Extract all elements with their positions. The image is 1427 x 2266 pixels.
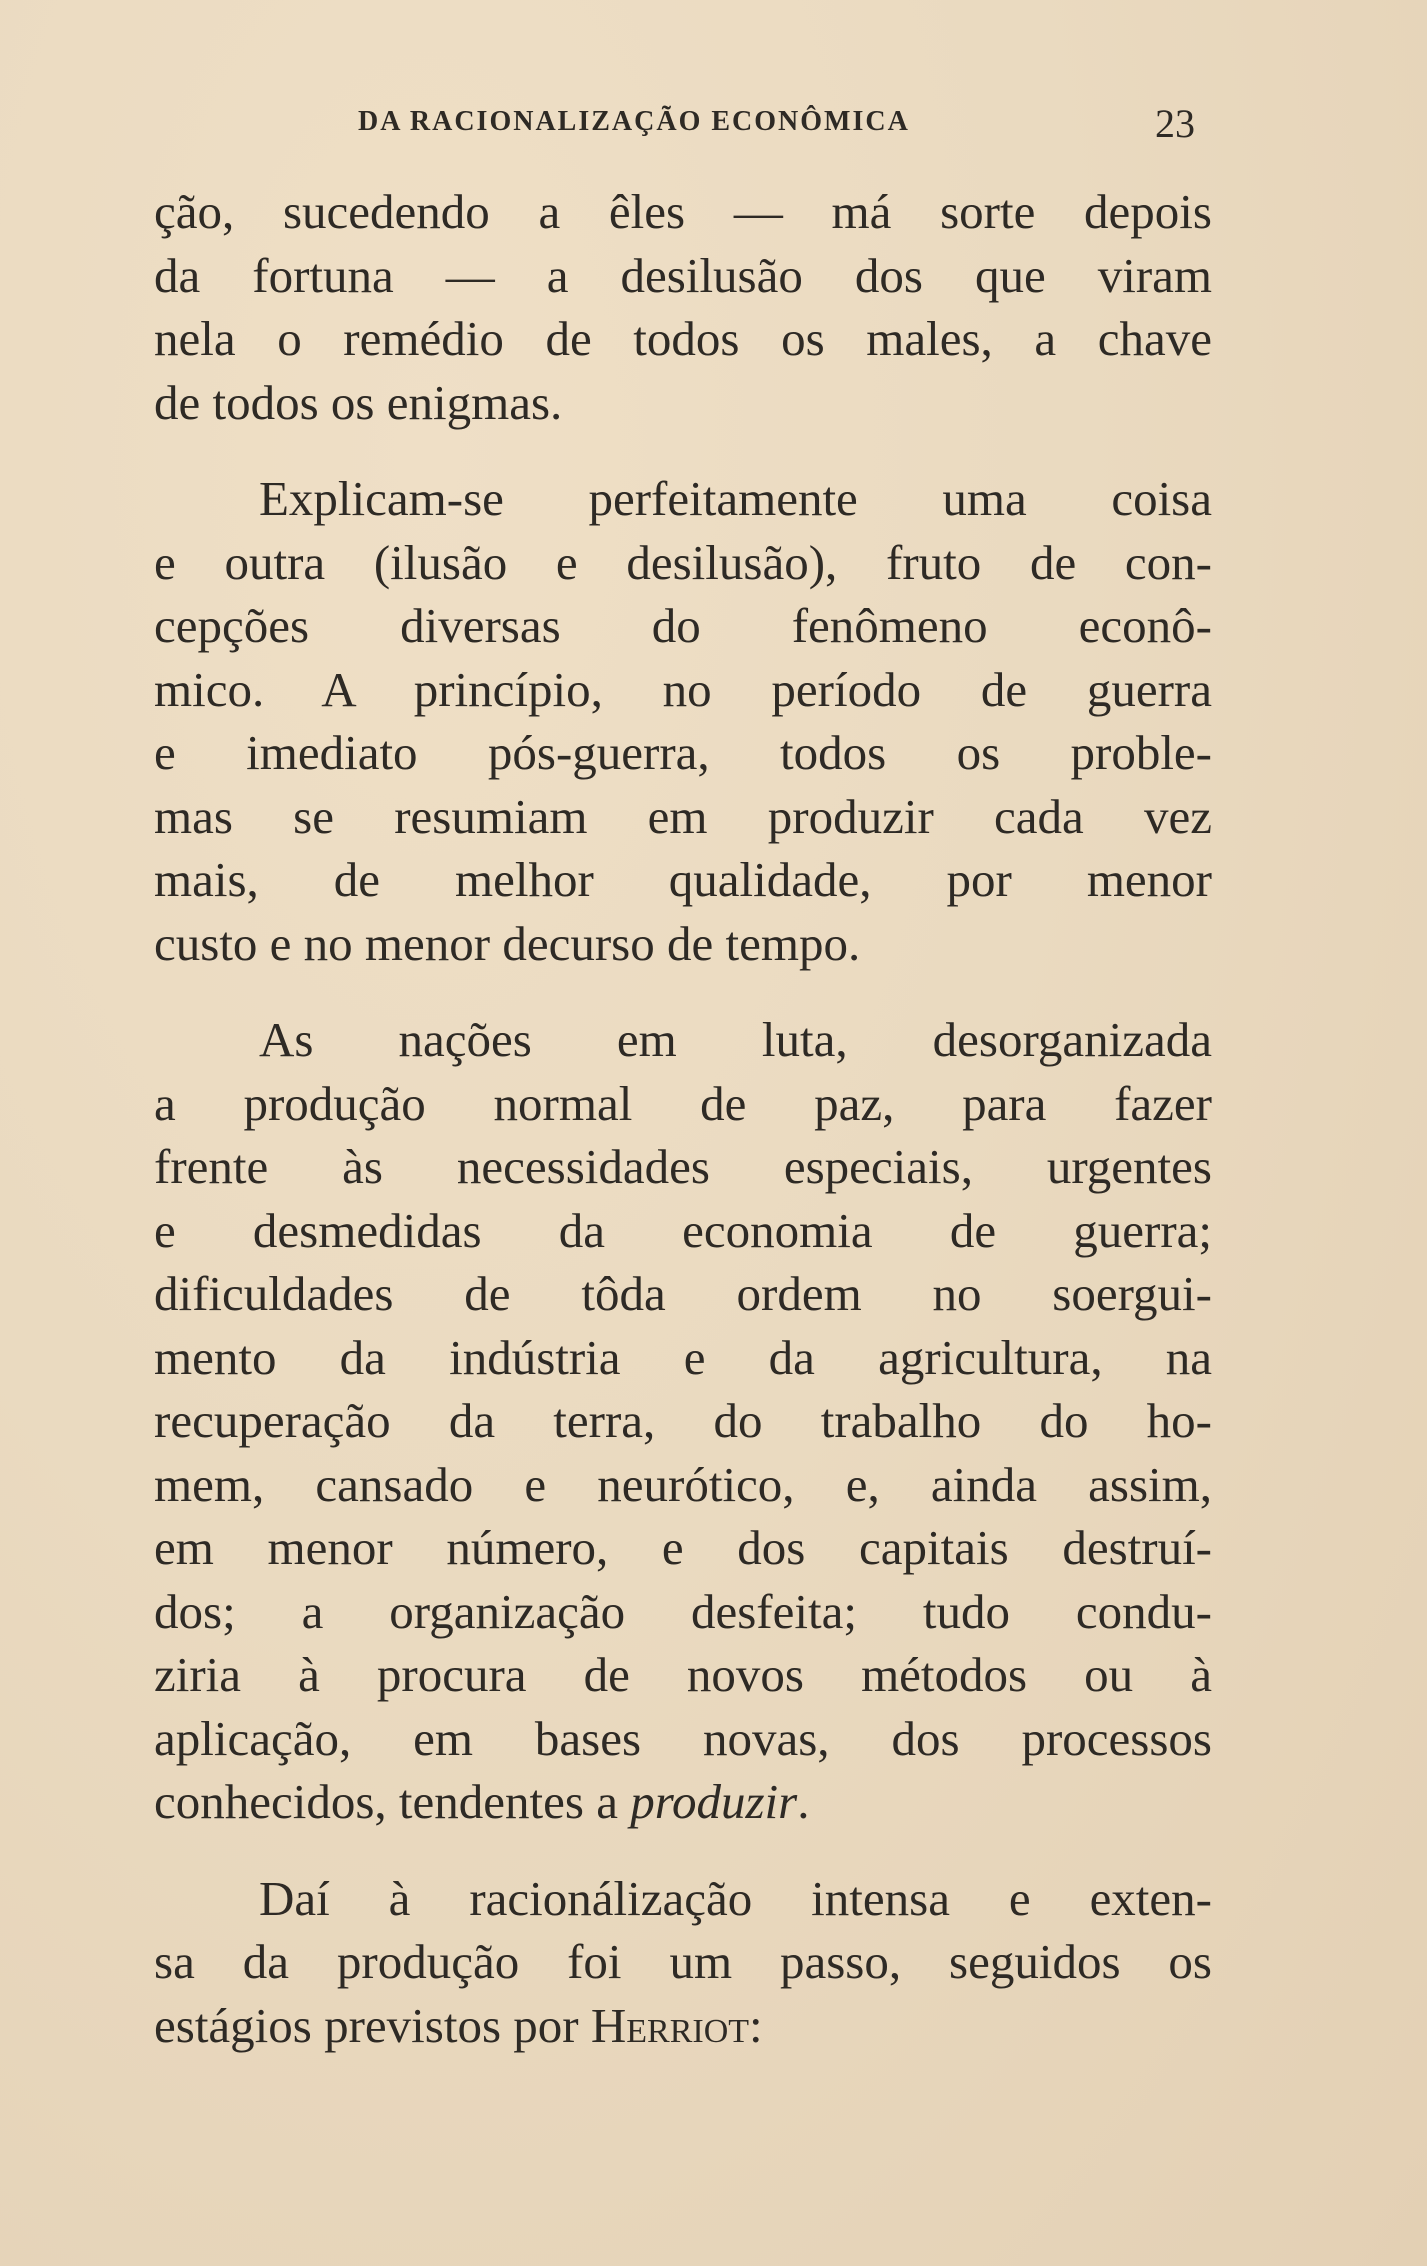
text-line: e desmedidas da economia de guerra; — [154, 1202, 1212, 1258]
text-line: de todos os enigmas. — [154, 374, 563, 430]
text-run: conhecidos, tendentes a — [154, 1774, 631, 1829]
text-line — [154, 1994, 1212, 2058]
text-run: . — [797, 1774, 810, 1829]
text-line: a produção normal de paz, para fazer — [154, 1075, 1212, 1131]
text-line: da fortuna — a desilusão dos que viram — [154, 247, 1212, 303]
text-line: aplicação, em bases novas, dos processos — [154, 1710, 1212, 1766]
paragraph-2 — [154, 467, 1212, 975]
running-title: DA RACIONALIZAÇÃO ECONÔMICA — [358, 106, 910, 137]
text-line: As nações em luta, desorganizada — [259, 1012, 1212, 1067]
text-line: custo e no menor decurso de tempo. — [154, 915, 861, 971]
text-line: frente às necessidades especiais, urgentes — [154, 1139, 1212, 1194]
text-line: em menor número, e dos capitais destruí- — [154, 1520, 1212, 1575]
text-line: mais, de melhor qualidade, por menor — [154, 852, 1212, 907]
text-line: e imediato pós-guerra, todos os proble- — [154, 725, 1212, 780]
text-line: ziria à procura de novos métodos ou à — [154, 1647, 1212, 1702]
text-line: ção, sucedendo a êles — má sorte depois — [154, 184, 1212, 239]
text-line: mas se resumiam em produzir cada vez — [154, 788, 1212, 844]
italic-word: produzir — [630, 1774, 798, 1829]
text-line: Explicam-se perfeitamente uma coisa — [259, 471, 1212, 526]
text-line: cepções diversas do fenômeno econô- — [154, 598, 1212, 653]
text-line: Daí à racionálização intensa e exten- — [259, 1870, 1212, 1926]
text-line: mem, cansado e neurótico, e, ainda assim, — [154, 1456, 1212, 1512]
page-number: 23 — [1155, 101, 1195, 146]
paragraph-1 — [154, 180, 1212, 434]
text-line: dificuldades de tôda ordem no soergui- — [154, 1266, 1212, 1321]
text-line: mico. A princípio, no período de guerra — [154, 661, 1212, 717]
body-text — [154, 180, 1212, 2090]
text-line: nela o remédio de todos os males, a chave — [154, 311, 1212, 366]
text-line: sa da produção foi um passo, seguidos os — [154, 1934, 1212, 1989]
text-run: estágios previstos por — [154, 1997, 591, 2053]
text-line — [154, 1770, 1212, 1834]
text-line: e outra (ilusão e desilusão), fruto de con- — [154, 534, 1212, 590]
running-head — [0, 101, 1427, 146]
paragraph-4 — [154, 1867, 1212, 2058]
text-line: dos; a organização desfeita; tudo condu- — [154, 1583, 1212, 1639]
paragraph-3 — [154, 1008, 1212, 1834]
text-line: recuperação da terra, do trabalho do ho- — [154, 1393, 1212, 1448]
text-run: : — [749, 1997, 763, 2053]
text-line: mento da indústria e da agricultura, na — [154, 1329, 1212, 1385]
author-name: Herriot — [590, 1997, 750, 2053]
